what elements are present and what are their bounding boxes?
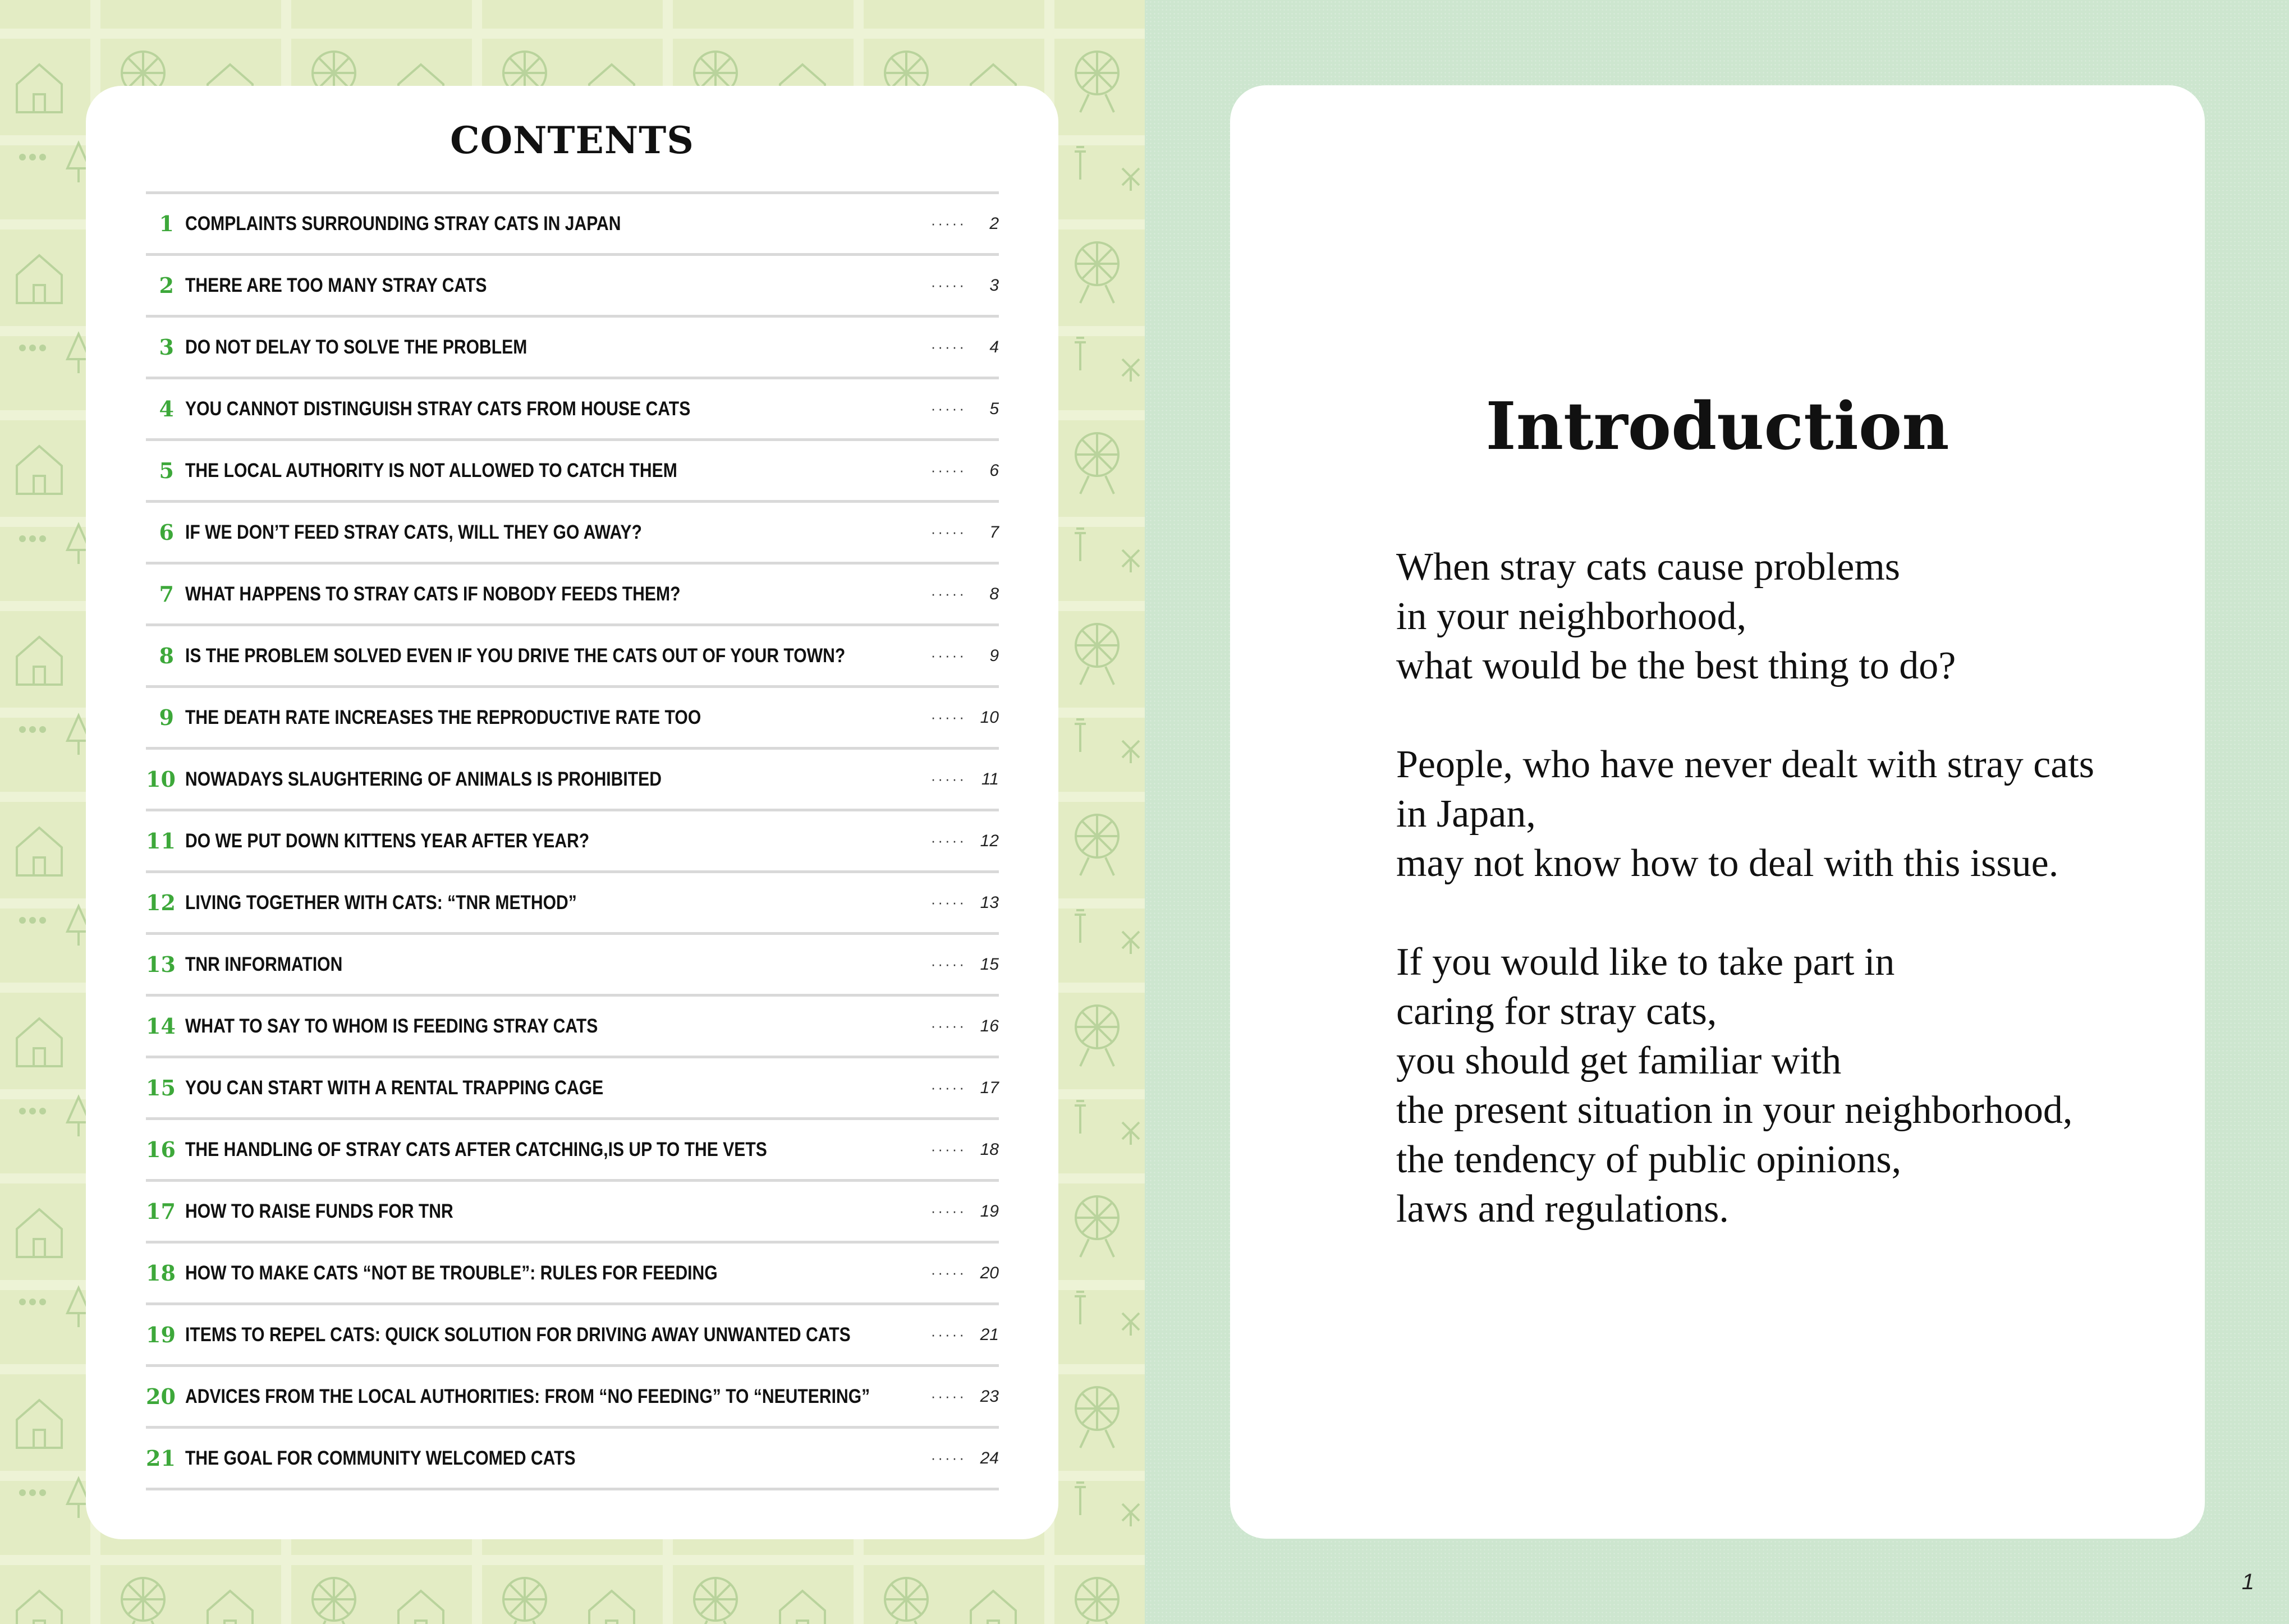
page-number: 1 [2241, 1570, 2254, 1594]
toc-entry-leader-dots: ····· [930, 1141, 966, 1158]
introduction-paragraph [1396, 938, 2182, 1234]
toc-entry-number: 4 [159, 396, 174, 421]
toc-entry-page: 16 [980, 1017, 999, 1035]
toc-entry-page: 24 [980, 1449, 999, 1467]
toc-entry-leader-dots: ····· [930, 1203, 966, 1219]
toc-entry-leader-dots: ····· [930, 1017, 966, 1034]
toc-entry-title: THE DEATH RATE INCREASES THE REPRODUCTIVE RATE TOO [185, 707, 701, 728]
toc-entry-page: 3 [989, 276, 999, 295]
toc-entry-page: 21 [980, 1325, 999, 1344]
toc-entry[interactable] [146, 1429, 999, 1490]
toc-entry-leader-dots: ····· [930, 1449, 966, 1466]
toc-entry[interactable] [146, 1244, 999, 1305]
toc-entry-title: THERE ARE TOO MANY STRAY CATS [185, 274, 487, 296]
contents-title: CONTENTS [450, 118, 694, 162]
toc-entry-number: 19 [146, 1322, 176, 1347]
toc-entry-number: 14 [146, 1013, 176, 1039]
introduction-line: the tendency of public opinions, [1396, 1138, 1902, 1181]
toc-entry-page: 9 [989, 646, 999, 665]
toc-entry-leader-dots: ····· [930, 215, 966, 232]
toc-entry-title: ADVICES FROM THE LOCAL AUTHORITIES: FROM “NO FEEDING” TO “NEUTERING” [185, 1386, 870, 1407]
toc-entry-number: 3 [159, 334, 174, 360]
toc-entry[interactable] [146, 565, 999, 626]
toc-entry-title: ITEMS TO REPEL CATS: QUICK SOLUTION FOR DRIVING AWAY UNWANTED CATS [185, 1324, 851, 1346]
toc-entry-number: 2 [159, 273, 174, 298]
toc-entry-leader-dots: ····· [930, 1326, 966, 1343]
toc-entry[interactable] [146, 997, 999, 1058]
toc-entry-title: YOU CANNOT DISTINGUISH STRAY CATS FROM HOUSE CATS [185, 398, 691, 420]
introduction-body [1396, 543, 2182, 1283]
toc-entry-title: YOU CAN START WITH A RENTAL TRAPPING CAGE [185, 1077, 604, 1099]
toc-entry-leader-dots: ····· [930, 832, 966, 849]
toc-entry-number: 15 [146, 1075, 176, 1100]
toc-entry[interactable] [146, 379, 999, 441]
toc-entry-page: 18 [980, 1140, 999, 1159]
toc-entry[interactable] [146, 441, 999, 503]
toc-entry-number: 7 [159, 581, 174, 607]
toc-entry-leader-dots: ····· [930, 1388, 966, 1405]
toc-entry-leader-dots: ····· [930, 1264, 966, 1281]
toc-entry-leader-dots: ····· [930, 894, 966, 911]
toc-entry-number: 11 [146, 828, 176, 854]
toc-entry-number: 21 [146, 1446, 176, 1471]
introduction-line: caring for stray cats, [1396, 990, 1717, 1033]
toc-entry-leader-dots: ····· [930, 400, 966, 417]
toc-entry-number: 1 [159, 211, 174, 236]
toc-entry-page: 6 [989, 461, 999, 480]
contents-card [86, 86, 1058, 1539]
toc-entry-title: THE HANDLING OF STRAY CATS AFTER CATCHING,IS UP TO THE VETS [185, 1139, 767, 1160]
toc-entry-page: 8 [989, 585, 999, 603]
toc-entry[interactable] [146, 503, 999, 565]
introduction-line: may not know how to deal with this issue. [1396, 842, 2059, 885]
toc-entry-leader-dots: ····· [930, 770, 966, 787]
toc-entry[interactable] [146, 194, 999, 256]
toc-entry-title: DO WE PUT DOWN KITTENS YEAR AFTER YEAR? [185, 830, 590, 852]
toc-entry-title: THE LOCAL AUTHORITY IS NOT ALLOWED TO CATCH THEM [185, 460, 677, 481]
toc-entry[interactable] [146, 626, 999, 688]
toc-entry-title: IF WE DON’T FEED STRAY CATS, WILL THEY GO AWAY? [185, 521, 642, 543]
toc-entry-title: DO NOT DELAY TO SOLVE THE PROBLEM [185, 336, 527, 358]
toc-entry-leader-dots: ····· [930, 462, 966, 479]
toc-entry-leader-dots: ····· [930, 709, 966, 726]
toc-entry-page: 13 [980, 893, 999, 912]
toc-entry-number: 6 [159, 520, 174, 545]
toc-entry[interactable] [146, 1120, 999, 1182]
introduction-card [1230, 85, 2205, 1539]
toc-entry-number: 10 [146, 767, 176, 792]
toc-entry-leader-dots: ····· [930, 956, 966, 972]
toc-entry-leader-dots: ····· [930, 524, 966, 540]
toc-entry[interactable] [146, 873, 999, 935]
toc-entry-title: HOW TO RAISE FUNDS FOR TNR [185, 1200, 453, 1222]
toc-entry-page: 12 [980, 832, 999, 850]
toc-entry-number: 9 [159, 705, 174, 730]
toc-entry[interactable] [146, 318, 999, 379]
toc-entry[interactable] [146, 750, 999, 811]
toc-entry-page: 11 [981, 770, 999, 788]
toc-entry-page: 5 [989, 400, 999, 418]
introduction-line: what would be the best thing to do? [1396, 644, 1956, 687]
toc-entry-leader-dots: ····· [930, 277, 966, 293]
introduction-line: laws and regulations. [1396, 1187, 1729, 1231]
toc-entry-number: 12 [146, 890, 176, 915]
toc-entry-leader-dots: ····· [930, 585, 966, 602]
table-of-contents [146, 191, 999, 1490]
introduction-paragraph [1396, 740, 2182, 888]
toc-entry[interactable] [146, 1367, 999, 1429]
toc-entry-number: 5 [159, 458, 174, 483]
toc-entry-page: 4 [989, 338, 999, 356]
introduction-title: Introduction [1485, 388, 1949, 465]
introduction-line: People, who have never dealt with stray cats [1396, 743, 2095, 786]
toc-entry-page: 10 [980, 708, 999, 727]
introduction-line: If you would like to take part in [1396, 941, 1895, 984]
toc-entry[interactable] [146, 1182, 999, 1244]
toc-entry[interactable] [146, 256, 999, 318]
toc-entry-page: 2 [989, 214, 999, 233]
toc-entry-title: LIVING TOGETHER WITH CATS: “TNR METHOD” [185, 892, 577, 914]
introduction-line: When stray cats cause problems [1396, 545, 1901, 589]
toc-entry-page: 7 [989, 523, 999, 542]
toc-entry-number: 17 [146, 1199, 176, 1224]
toc-entry-number: 13 [146, 952, 176, 977]
toc-entry-number: 18 [146, 1260, 176, 1286]
toc-entry[interactable] [146, 688, 999, 750]
introduction-paragraph [1396, 543, 2182, 691]
right-page [1145, 0, 2289, 1624]
toc-entry-leader-dots: ····· [930, 338, 966, 355]
toc-entry-number: 8 [159, 643, 174, 668]
toc-entry-page: 15 [980, 955, 999, 974]
toc-entry-title: WHAT HAPPENS TO STRAY CATS IF NOBODY FEEDS THEM? [185, 583, 681, 605]
toc-entry-number: 20 [146, 1384, 176, 1409]
toc-entry-title: NOWADAYS SLAUGHTERING OF ANIMALS IS PROHIBITED [185, 768, 662, 790]
toc-entry-title: TNR INFORMATION [185, 953, 343, 975]
toc-entry[interactable] [146, 1305, 999, 1367]
toc-entry-page: 23 [980, 1387, 999, 1406]
toc-entry-page: 20 [980, 1264, 999, 1282]
toc-entry-title: HOW TO MAKE CATS “NOT BE TROUBLE”: RULES FOR FEEDING [185, 1262, 718, 1284]
toc-entry[interactable] [146, 1058, 999, 1120]
toc-entry-leader-dots: ····· [930, 647, 966, 664]
introduction-line: in Japan, [1396, 792, 1536, 836]
toc-entry[interactable] [146, 935, 999, 997]
toc-entry-page: 19 [980, 1202, 999, 1221]
toc-entry-leader-dots: ····· [930, 1079, 966, 1096]
toc-entry-title: THE GOAL FOR COMMUNITY WELCOMED CATS [185, 1447, 576, 1469]
introduction-line: you should get familiar with [1396, 1039, 1842, 1082]
introduction-line: in your neighborhood, [1396, 595, 1747, 638]
introduction-line: the present situation in your neighborhood, [1396, 1089, 2073, 1132]
toc-entry-title: COMPLAINTS SURROUNDING STRAY CATS IN JAPAN [185, 213, 621, 235]
toc-entry-number: 16 [146, 1137, 176, 1162]
toc-entry-title: WHAT TO SAY TO WHOM IS FEEDING STRAY CATS [185, 1015, 598, 1037]
toc-entry-page: 17 [980, 1079, 999, 1097]
toc-entry[interactable] [146, 811, 999, 873]
toc-entry-title: IS THE PROBLEM SOLVED EVEN IF YOU DRIVE THE CATS OUT OF YOUR TOWN? [185, 645, 846, 667]
